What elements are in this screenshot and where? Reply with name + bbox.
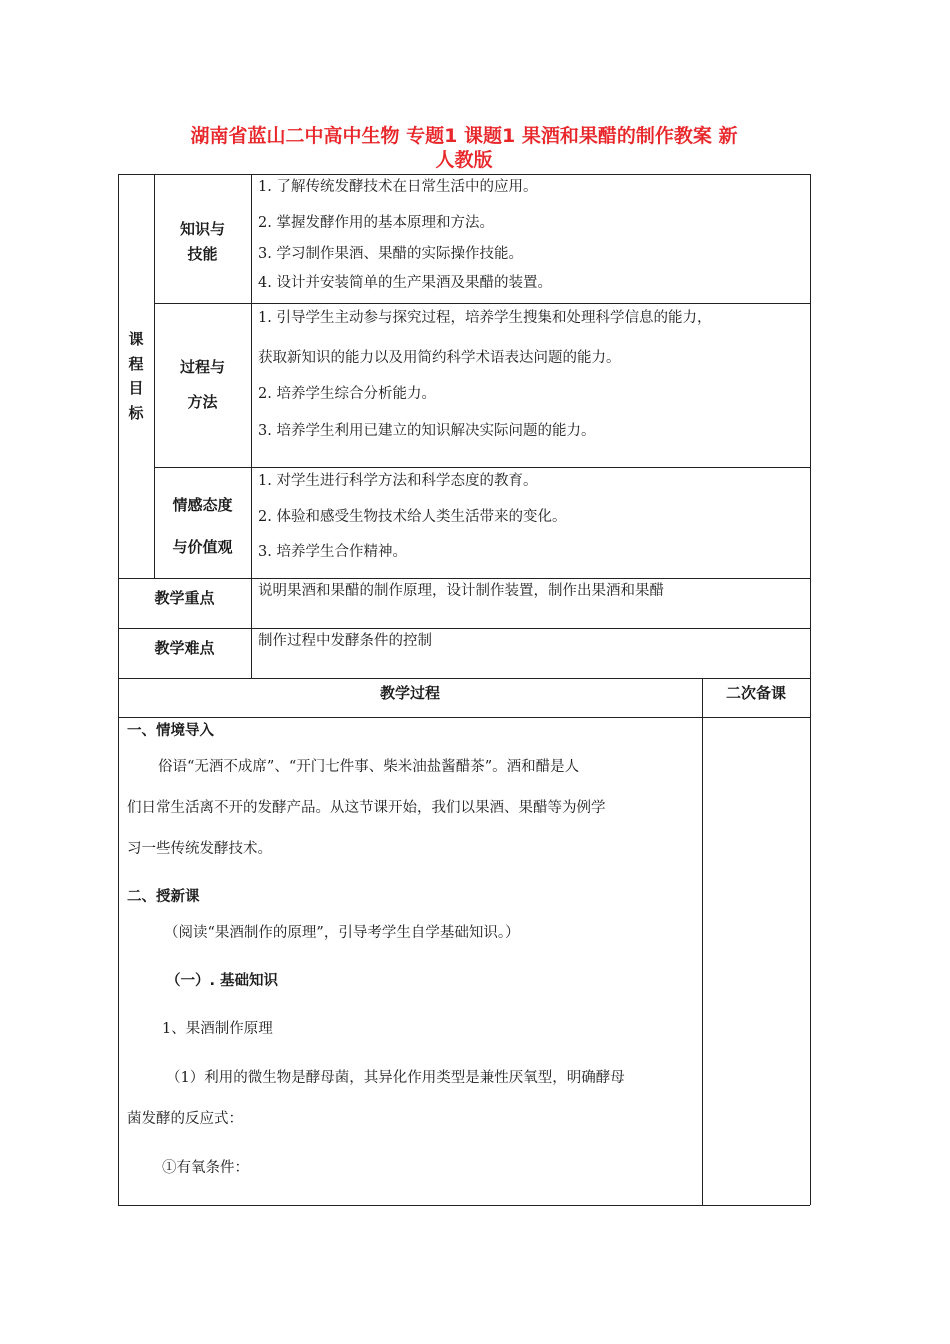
teaching-process-header: 教学过程: [379, 684, 440, 702]
principle-paragraph-line: （1）利用的微生物是酵母菌，其异化作用类型是兼性厌氧型，明确酵母: [166, 1070, 625, 1086]
divider-objectives-keypoint: [118, 578, 810, 579]
title-line-2: 人教版: [435, 149, 493, 171]
emotion-item: 1. 对学生进行科学方法和科学态度的教育。: [258, 473, 538, 489]
knowledge-label: [154, 217, 251, 267]
title-line-1: 湖南省蓝山二中高中生物 专题1 课题1 果酒和果醋的制作教案 新: [190, 125, 738, 147]
difficulty-text: 制作过程中发酵条件的控制: [258, 633, 432, 649]
table-border-right: [810, 174, 811, 1205]
key-point-label: 教学重点: [154, 589, 215, 607]
emotion-item: 3. 培养学生合作精神。: [258, 544, 407, 560]
knowledge-item: 4. 设计并安装简单的生产果酒及果醋的装置。: [258, 275, 552, 291]
knowledge-item: 3. 学习制作果酒、果醋的实际操作技能。: [258, 246, 523, 262]
subsection-basics-heading: （一）. 基础知识: [166, 973, 279, 989]
process-label: [154, 350, 251, 420]
process-label-line1: 过程与: [179, 358, 225, 376]
document-title: [118, 124, 810, 172]
objectives-label-char: 程: [128, 354, 144, 373]
second-prep-header: 二次备课: [725, 684, 786, 702]
item-wine-principle: 1、果酒制作原理: [162, 1021, 273, 1037]
knowledge-label-line1: 知识与: [179, 220, 225, 238]
emotion-label: [154, 484, 251, 568]
difficulty-label: 教学难点: [154, 639, 215, 657]
objectives-label-char: 课: [128, 330, 144, 348]
intro-paragraph-line: 们日常生活离不开的发酵产品。从这节课开始，我们以果酒、果醋等为例学: [127, 800, 606, 816]
objectives-label-char: 目: [128, 379, 144, 397]
table-border-top: [118, 174, 810, 175]
process-item: 3. 培养学生利用已建立的知识解决实际问题的能力。: [258, 423, 596, 439]
divider-process-header: [118, 717, 810, 718]
reading-note: （阅读“果酒制作的原理”，引导考学生自学基础知识。）: [164, 925, 520, 941]
principle-paragraph-line: 菌发酵的反应式：: [127, 1111, 243, 1127]
objectives-label-char: 标: [128, 403, 144, 422]
process-label-line2: 方法: [187, 393, 218, 411]
divider-process-emotion: [154, 467, 810, 468]
divider-knowledge-process: [154, 303, 810, 304]
emotion-label-line1: 情感态度: [172, 496, 233, 514]
process-item: 1. 引导学生主动参与探究过程，培养学生搜集和处理科学信息的能力，: [258, 310, 712, 326]
process-item: 2. 培养学生综合分析能力。: [258, 386, 436, 402]
objectives-label: [118, 327, 154, 425]
intro-paragraph-line: 习一些传统发酵技术。: [127, 841, 272, 857]
divider-keypoint-difficulty: [118, 628, 810, 629]
divider-difficulty-process: [118, 678, 810, 679]
knowledge-label-line2: 技能: [187, 245, 218, 263]
intro-paragraph-line: 俗语“无酒不成席”、“开门七件事、柴米油盐酱醋茶”。酒和醋是人: [158, 759, 580, 775]
process-item: 获取新知识的能力以及用简约科学术语表达问题的能力。: [258, 350, 621, 366]
aerobic-condition-line: ①有氧条件：: [162, 1160, 249, 1176]
divider-notes-col: [702, 678, 703, 1205]
key-point-text: 说明果酒和果醋的制作原理，设计制作装置，制作出果酒和果醋: [258, 583, 664, 599]
knowledge-item: 2. 掌握发酵作用的基本原理和方法。: [258, 215, 494, 231]
emotion-item: 2. 体验和感受生物技术给人类生活带来的变化。: [258, 509, 567, 525]
emotion-label-line2: 与价值观: [172, 538, 233, 556]
table-border-bottom: [118, 1205, 810, 1206]
knowledge-item: 1. 了解传统发酵技术在日常生活中的应用。: [258, 179, 538, 195]
divider-label-content: [251, 174, 252, 678]
section-new-lesson-heading: 二、授新课: [127, 889, 200, 905]
section-intro-heading: 一、情境导入: [127, 723, 214, 739]
